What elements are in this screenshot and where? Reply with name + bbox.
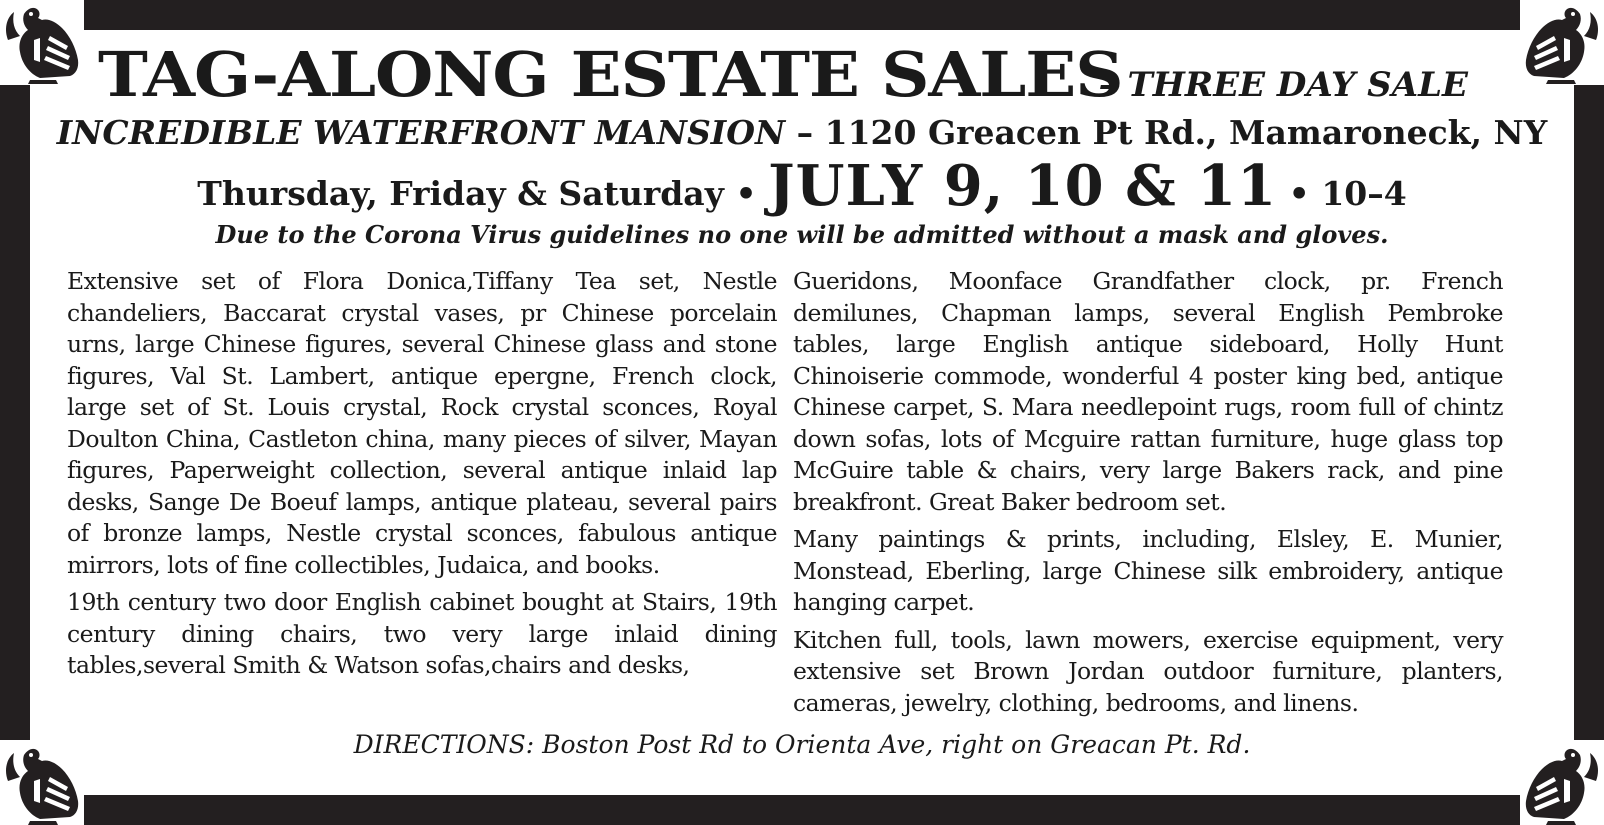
location-name: INCREDIBLE WATERFRONT MANSION [56, 113, 786, 152]
bottom-border [84, 795, 1520, 825]
mask-notice: Due to the Corona Virus guidelines no one will be admitted without a mask and gloves. [215, 220, 1389, 249]
right-border [1574, 85, 1604, 740]
sale-hours: 10–4 [1321, 174, 1407, 213]
item-paragraph: Extensive set of Flora Donica,Tiffany Tea set, Nestle chandeliers, Baccarat crystal vases, pr Chinese porcelain urns, large Chinese figures, several Chinese glass and stone figures, Val St. Lambert, antique epergne, French clock, large set of St. Louis crystal, Rock crystal sconces, Royal Doulton China, Castleton china, many pieces of silver, Mayan figures, Paperweight collection, several antique inlaid lap desks, Sange De Boeuf lamps, antique plateau, several pairs of bronze lamps, Nestle crystal sconces, fabulous antique mirrors, lots of fine collectibles, Judaica, and books. [67, 267, 777, 579]
item-paragraph: Many paintings & prints, including, Elsley, E. Munier, Monstead, Eberling, large Chinese silk embroidery, antique hanging carpet. [793, 525, 1503, 616]
sale-days: Thursday, Friday & Saturday [197, 174, 724, 213]
left-border [0, 85, 30, 740]
bullet-separator: • [735, 174, 757, 213]
item-paragraph: Kitchen full, tools, lawn mowers, exercise equipment, very extensive set Brown Jordan outdoor furniture, planters, cameras, jewelry, clothing, bedrooms, and linens. [793, 625, 1503, 717]
location-line [40, 113, 1564, 152]
headline [40, 38, 1564, 111]
left-column [67, 266, 777, 688]
sale-dates: JULY 9, 10 & 11 [768, 153, 1278, 219]
location-address: – 1120 Greacen Pt Rd., Mamaroneck, NY [785, 113, 1548, 152]
item-paragraph: 19th century two door English cabinet bought at Stairs, 19th century dining chairs, two very large inlaid dining tables,several Smith & Watson sofas,chairs and desks, [67, 588, 777, 679]
bullet-separator: • [1288, 174, 1310, 213]
top-border [84, 0, 1520, 30]
right-column [793, 266, 1503, 725]
sale-subtag: – THREE DAY SALE [1098, 65, 1468, 105]
sale-title: TAG-ALONG ESTATE SALES [98, 38, 1123, 111]
item-paragraph: Gueridons, Moonface Grandfather clock, pr. French demilunes, Chapman lamps, several English Pembroke tables, large English antique sideboard, Holly Hunt Chinoiserie commode, wonderful 4 poster king bed, antique Chinese carpet, S. Mara needlepoint rugs, room full of chintz down sofas, lots of Mcguire rattan furniture, huge glass top McGuire table & chairs, very large Bakers rack, and pine breakfront. Great Baker bedroom set. [793, 267, 1503, 516]
date-line [40, 153, 1564, 219]
directions: DIRECTIONS: Boston Post Rd to Orienta Ave, right on Greacan Pt. Rd. [353, 730, 1251, 759]
